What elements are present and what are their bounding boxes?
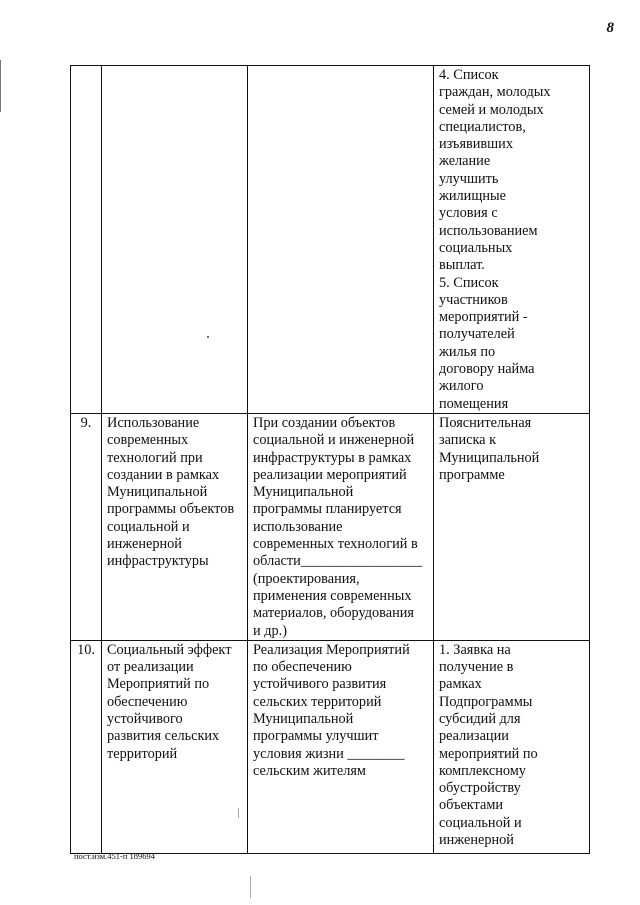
cell-line: помещения [439, 395, 509, 412]
description-cell [248, 413, 434, 640]
cell-line: Использование [107, 414, 200, 431]
cell-line: устойчивого развития [253, 676, 387, 693]
cell-line: Муниципальной [107, 484, 208, 501]
cell-line: инженерной [107, 536, 182, 553]
cell-line: создании в рамках [107, 466, 220, 483]
table-row [71, 66, 590, 414]
cell-line: Мероприятий по [107, 676, 210, 693]
cell-line: мероприятий - [439, 309, 528, 326]
cell-line: сельским жителям [253, 762, 366, 779]
cell-line: Подпрограммы [439, 693, 533, 710]
cell-line: социальных [439, 239, 513, 256]
cell-line: комплексному [439, 762, 526, 779]
cell-line: получение в [439, 659, 514, 676]
cell-line: использованием [439, 222, 538, 239]
cell-line: рамках [439, 676, 482, 693]
row-number-cell: 10. [71, 640, 102, 853]
cell-line: применения современных [253, 587, 412, 604]
cell-line: программы планируется [253, 501, 402, 518]
cell-line: Муниципальной [253, 484, 354, 501]
description-cell [248, 640, 434, 853]
cell-line: материалов, оборудования [253, 605, 414, 622]
cell-line: реализации мероприятий [253, 466, 407, 483]
cell-line: и др.) [253, 622, 287, 639]
cell-line: специалистов, [439, 118, 526, 135]
footer-document-id: пост.изм.451-п 189694 [74, 851, 156, 861]
cell-line: обустройству [439, 780, 521, 797]
cell-line: записка к [439, 432, 497, 449]
cell-line: граждан, молодых [439, 84, 551, 101]
cell-line: улучшить [439, 170, 499, 187]
cell-line: При создании объектов [253, 414, 396, 431]
cell-line: территорий [107, 745, 178, 762]
description-cell [248, 66, 434, 414]
cell-line: социальной и [439, 814, 522, 831]
cell-line: выплат. [439, 257, 485, 274]
row-number-cell: 9. [71, 413, 102, 640]
indicator-cell [102, 640, 248, 853]
cell-line: устойчивого [107, 710, 183, 727]
cell-line: от реализации [107, 659, 194, 676]
cell-line: Пояснительная [439, 414, 532, 431]
cell-line: реализации [439, 728, 509, 745]
cell-line: условия жизни ________ [253, 745, 405, 762]
page-number: 8 [606, 20, 614, 36]
indicator-cell [102, 413, 248, 640]
source-cell [434, 640, 590, 853]
cell-line: жилого [439, 378, 484, 395]
row-number-cell [71, 66, 102, 414]
cell-line: субсидий для [439, 710, 521, 727]
cell-line: Реализация Мероприятий [253, 641, 410, 658]
cell-line: объектами [439, 797, 504, 814]
cell-line: участников [439, 291, 508, 308]
scan-edge-mark [0, 60, 1, 112]
cell-line: обеспечению [107, 693, 188, 710]
cell-line: инфраструктуры [107, 553, 209, 570]
cell-line: жилья по [439, 343, 496, 360]
cell-line: семей и молодых [439, 101, 544, 118]
scan-speck [250, 876, 251, 898]
cell-line: социальной и [107, 518, 190, 535]
cell-line: современных технологий в [253, 536, 418, 553]
cell-line: (проектирования, [253, 570, 360, 587]
cell-line: области_________________ [253, 553, 423, 570]
cell-line: социальной и инженерной [253, 432, 415, 449]
cell-line: сельских территорий [253, 693, 382, 710]
cell-line: Муниципальной [439, 449, 540, 466]
cell-line: желание [439, 153, 491, 170]
cell-line: 1. Заявка на [439, 641, 511, 658]
cell-line: программы улучшит [253, 728, 379, 745]
cell-line: технологий при [107, 449, 203, 466]
cell-line: жилищные [439, 188, 506, 205]
indicator-cell [102, 66, 248, 414]
cell-line: программы объектов [107, 501, 235, 518]
cell-line: Социальный эффект [107, 641, 232, 658]
cell-line: мероприятий по [439, 745, 538, 762]
table-row [71, 640, 590, 853]
cell-line: использование [253, 518, 343, 535]
cell-line: условия с [439, 205, 498, 222]
cell-line: 4. Список [439, 67, 499, 83]
cell-line: договору найма [439, 361, 535, 378]
cell-line: развития сельских [107, 728, 220, 745]
table-row [71, 413, 590, 640]
cell-line: изъявивших [439, 136, 513, 153]
cell-line: получателей [439, 326, 515, 343]
cell-line: программе [439, 466, 505, 483]
cell-line: современных [107, 432, 189, 449]
cell-line: инфраструктуры в рамках [253, 449, 412, 466]
cell-line: инженерной [439, 832, 514, 849]
source-cell [434, 66, 590, 414]
cell-line: Муниципальной [253, 710, 354, 727]
cell-line: 5. Список [439, 274, 499, 291]
indicators-table [70, 65, 590, 854]
cell-line: по обеспечению [253, 659, 352, 676]
source-cell [434, 413, 590, 640]
